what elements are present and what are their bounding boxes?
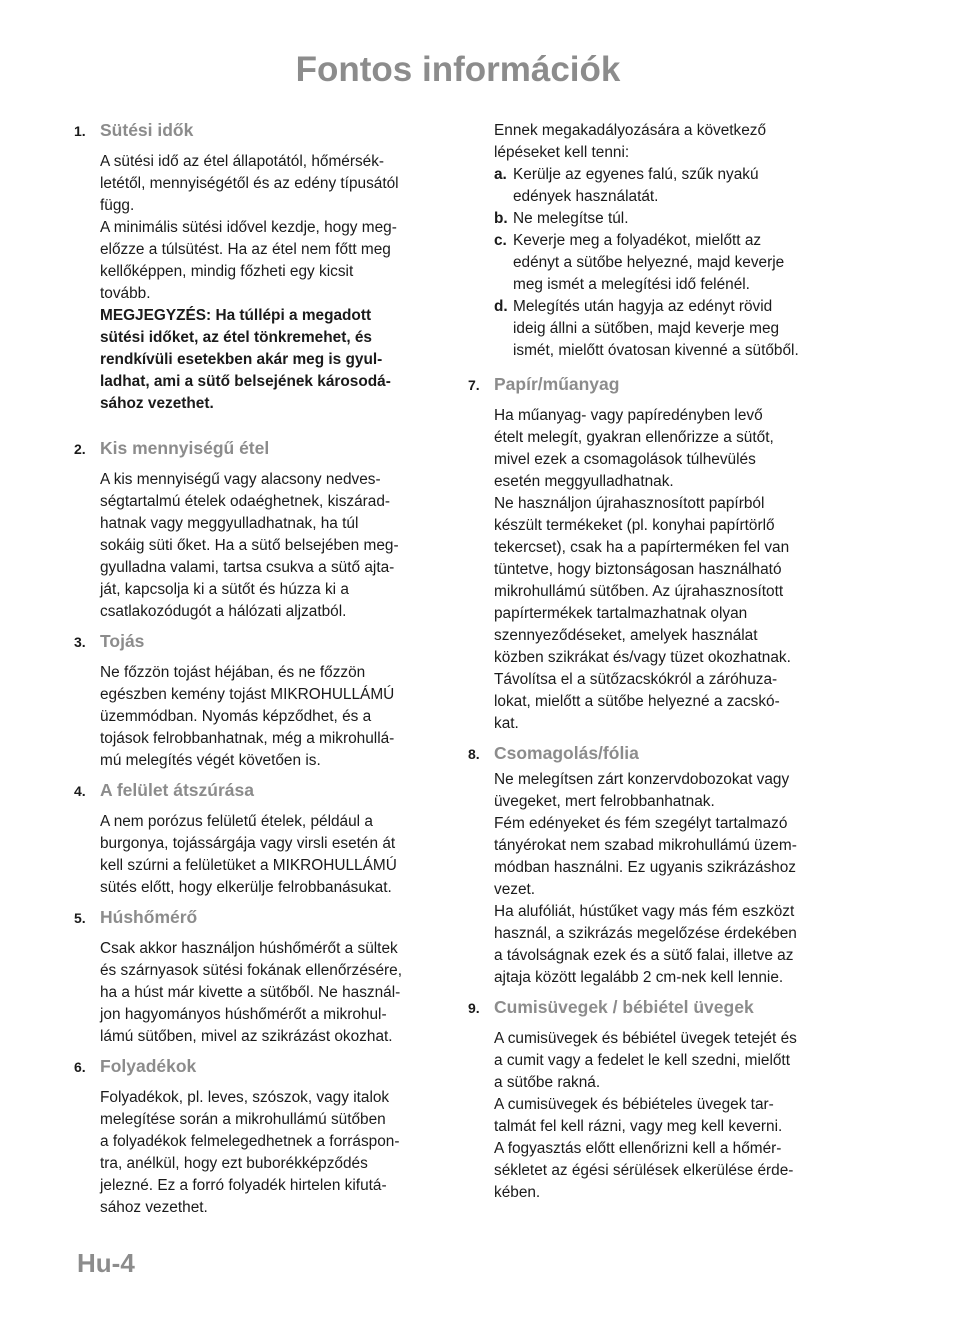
list-letter: d. bbox=[494, 298, 508, 315]
list-letter: b. bbox=[494, 210, 508, 227]
paragraph: A sütési idő az étel állapotától, hőmérsék- letétől, mennyiségétől és az edény típusától függ. bbox=[100, 153, 399, 214]
paragraph: Ha műanyag- vagy papíredényben levő ételt melegít, gyakran ellenőrizze a sütőt, mivel ezek a csomagolások túlhevülés esetén meggyulladhatnak. bbox=[494, 407, 774, 490]
section-body bbox=[494, 405, 848, 735]
paragraph: Ne melegítsen zárt konzervdobozokat vagy üvegeket, mert felrobbanhatnak. bbox=[494, 771, 790, 810]
list-item bbox=[494, 296, 848, 362]
section-body bbox=[494, 769, 848, 989]
section-title: Tojás bbox=[100, 631, 145, 651]
section-header bbox=[74, 631, 450, 657]
list-letter: c. bbox=[494, 232, 507, 249]
section-body bbox=[100, 811, 450, 899]
list-item bbox=[494, 230, 848, 296]
section-header bbox=[468, 743, 848, 769]
section-title: Folyadékok bbox=[100, 1056, 197, 1076]
paragraph: Csak akkor használjon húshőmérőt a sültek és szárnyasok sütési fokának ellenőrzésére, ha a húst már kivette a sütőből. Ne használ- jon hagyományos húshőmérőt a mikrohul- lámú sütőben, mivel az szikrázást okozhat. bbox=[100, 940, 402, 1045]
section-body bbox=[494, 1028, 848, 1204]
list-item bbox=[494, 164, 848, 208]
section-cooking-times bbox=[74, 120, 450, 415]
section-number: 6. bbox=[74, 1059, 86, 1075]
section-header bbox=[74, 438, 450, 464]
list-text: Keverje meg a folyadékot, mielőtt az edényt a sütőbe helyezné, majd keverje meg ismét a melegítési idő felénél. bbox=[513, 232, 785, 293]
paragraph: Fém edényeket és fém szegélyt tartalmazó tányérokat nem szabad mikrohullámú üzem- módban használni. Ez ugyanis szikrázáshoz vezet. bbox=[494, 815, 797, 898]
section-number: 1. bbox=[74, 123, 86, 139]
paragraph: A cumisüvegek és bébiétel üvegek tetejét és a cumit vagy a fedelet le kell szedni, mielőtt a sütőbe rakná. bbox=[494, 1030, 797, 1091]
section-title: A felület átszúrása bbox=[100, 780, 254, 800]
section-number: 9. bbox=[468, 1000, 480, 1016]
section-body bbox=[100, 662, 450, 772]
paragraph: A nem porózus felületű ételek, például a burgonya, tojássárgája vagy virsli esetén át kell szúrni a felületüket a MIKROHULLÁMÚ sütés előtt, hogy elkerülje felrobbanásukat. bbox=[100, 813, 397, 896]
section-number: 8. bbox=[468, 746, 480, 762]
section-body bbox=[100, 469, 450, 623]
page-number: Hu-4 bbox=[77, 1248, 135, 1278]
section-header bbox=[468, 374, 848, 400]
section-packaging-foil bbox=[468, 743, 848, 989]
paragraph: A fogyasztás előtt ellenőrizni kell a hőmér- sékletet az égési sérülések elkerülése érde- kében. bbox=[494, 1140, 794, 1201]
section-body bbox=[100, 938, 450, 1048]
section-paper-plastic bbox=[468, 374, 848, 735]
list-text: Melegítés után hagyja az edényt rövid ideig állni a sütőben, majd keverje meg ismét, mielőtt óvatosan kivenné a sütőből. bbox=[513, 298, 799, 359]
left-column bbox=[74, 120, 450, 1227]
list-text: Kerülje az egyenes falú, szűk nyakú edények használatát. bbox=[513, 166, 759, 205]
section-liquids-continued bbox=[468, 120, 848, 362]
section-header bbox=[74, 780, 450, 806]
section-eggs bbox=[74, 631, 450, 772]
paragraph: Távolítsa el a sütőzacskókról a záróhuza- lokat, mielőtt a sütőbe helyezné a zacskó- kat. bbox=[494, 671, 780, 732]
section-number: 5. bbox=[74, 910, 86, 926]
section-number: 4. bbox=[74, 783, 86, 799]
section-liquids bbox=[74, 1056, 450, 1219]
section-body bbox=[100, 151, 450, 415]
paragraph: Ne főzzön tojást héjában, és ne főzzön egészben kemény tojást MIKROHULLÁMÚ üzemmódban. Nyomás képződhet, és a tojások felrobbanhatnak, még a mikrohullá- mú melegítés végét követően is. bbox=[100, 664, 395, 769]
section-title: Sütési idők bbox=[100, 120, 194, 140]
section-body bbox=[100, 1087, 450, 1219]
section-baby-bottles bbox=[468, 997, 848, 1204]
list-item bbox=[494, 208, 848, 230]
section-title: Cumisüvegek / bébiétel üvegek bbox=[494, 997, 754, 1017]
section-title: Papír/műanyag bbox=[494, 374, 620, 394]
section-body bbox=[494, 120, 848, 362]
section-meat-thermometer bbox=[74, 907, 450, 1048]
section-title: Csomagolás/fólia bbox=[494, 743, 639, 763]
section-number: 7. bbox=[468, 377, 480, 393]
list-letter: a. bbox=[494, 166, 507, 183]
warning-note: MEGJEGYZÉS: Ha túllépi a megadott sütési időket, az étel tönkremehet, és rendkívüli esetekben akár meg is gyul- ladhat, ami a sütő belsejének károsodá- sához vezethet. bbox=[100, 307, 391, 412]
section-small-quantities bbox=[74, 438, 450, 623]
paragraph: A cumisüvegek és bébiételes üvegek tar- talmát fel kell rázni, vagy meg kell keverni. bbox=[494, 1096, 783, 1135]
paragraph: Ennek megakadályozására a következő lépéseket kell tenni: bbox=[494, 122, 767, 161]
section-number: 3. bbox=[74, 634, 86, 650]
section-number: 2. bbox=[74, 441, 86, 457]
section-header bbox=[74, 120, 450, 146]
page-title: Fontos információk bbox=[295, 50, 621, 89]
paragraph: A kis mennyiségű vagy alacsony nedves- ségtartalmú ételek odaéghetnek, kiszárad- hatnak vagy meggyulladhatnak, ha túl sokáig süti őket. Ha a sütő belsejében meg- gyulladna valami, tartsa csukva a sütő ajta- ját, kapcsolja ki a sütőt és húzza ki a csatlakozódugót a hálózati aljzatból. bbox=[100, 471, 399, 620]
paragraph: Folyadékok, pl. leves, szószok, vagy italok melegítése során a mikrohullámú sütőben a folyadékok felmelegedhetnek a forráspon- tra, anélkül, hogy ezt buborékképződés jelezné. Ez a forró folyadék hirtelen kifutá- sához vezethet. bbox=[100, 1089, 400, 1216]
paragraph: Ha alufóliát, hústűket vagy más fém eszközt használ, a szikrázás megelőzése érdekében a távolságnak ezek és a sütő falai, illetve az ajtaja között legalább 2 cm-nek kell lennie. bbox=[494, 903, 797, 986]
paragraph: Ne használjon újrahasznosított papírból készült termékeket (pl. konyhai papírtörlő tekercset), csak ha a papírterméken fel van tüntetve, hogy biztonságosan használható mikrohullámú sütőben. Az újrahasznosított papírtermékek tartalmazhatnak olyan szennyeződéseket, amelyek használat közben szikrákat és/vagy tüzet okozhatnak. bbox=[494, 495, 791, 666]
section-title: Kis mennyiségű étel bbox=[100, 438, 270, 458]
section-header bbox=[468, 997, 848, 1023]
section-header bbox=[74, 907, 450, 933]
right-column bbox=[468, 120, 848, 1212]
section-piercing bbox=[74, 780, 450, 899]
section-title: Húshőmérő bbox=[100, 907, 198, 927]
section-header bbox=[74, 1056, 450, 1082]
paragraph: A minimális sütési idővel kezdje, hogy meg- előzze a túlsütést. Ha az étel nem főtt meg kellőképpen, mindig főzheti egy kicsit tovább. bbox=[100, 219, 397, 302]
list-text: Ne melegítse túl. bbox=[513, 210, 629, 227]
